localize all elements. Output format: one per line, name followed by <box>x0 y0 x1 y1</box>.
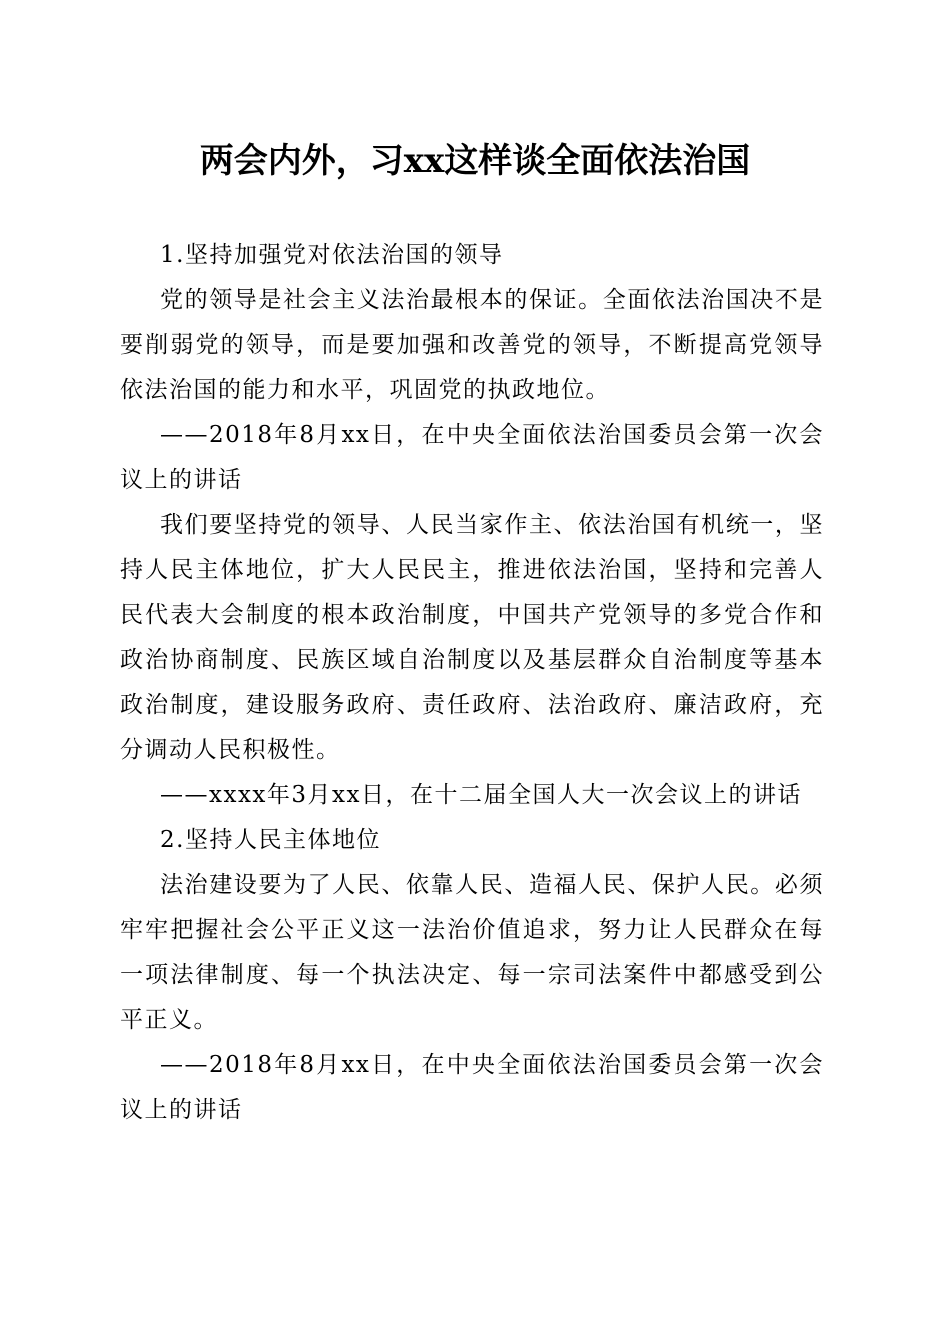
document-title: 两会内外，习xx这样谈全面依法治国 <box>199 141 751 181</box>
section-heading-1: 1.坚持加强党对依法治国的领导 <box>160 242 504 268</box>
body-paragraph: 法治建设要为了人民、依靠人民、造福人民、保护人民。必须牢牢把握社会公平正义这一法治价值追求，努力让人民群众在每一项法律制度、每一个执法决定、每一宗司法案件中都感受到公平正义。 <box>120 872 824 1033</box>
source-citation: ——xxxx年3月xx日，在十二届全国人大一次会议上的讲话 <box>160 782 802 808</box>
section-heading-2: 2.坚持人民主体地位 <box>160 827 381 853</box>
body-paragraph: 我们要坚持党的领导、人民当家作主、依法治国有机统一，坚持人民主体地位，扩大人民民主，推进依法治国，坚持和完善人民代表大会制度的根本政治制度，中国共产党领导的多党合作和政治协商制度、民族区域自治制度以及基层群众自治制度等基本政治制度，建设服务政府、责任政府、法治政府、廉洁政府，充分调动人民积极性。 <box>120 512 824 763</box>
body-paragraph: 党的领导是社会主义法治最根本的保证。全面依法治国决不是要削弱党的领导，而是要加强和改善党的领导，不断提高党领导依法治国的能力和水平，巩固党的执政地位。 <box>120 287 824 403</box>
source-citation: ——2018年8月xx日，在中央全面依法治国委员会第一次会议上的讲话 <box>120 1052 824 1123</box>
source-citation: ——2018年8月xx日，在中央全面依法治国委员会第一次会议上的讲话 <box>120 422 824 493</box>
document-body <box>120 233 824 1133</box>
